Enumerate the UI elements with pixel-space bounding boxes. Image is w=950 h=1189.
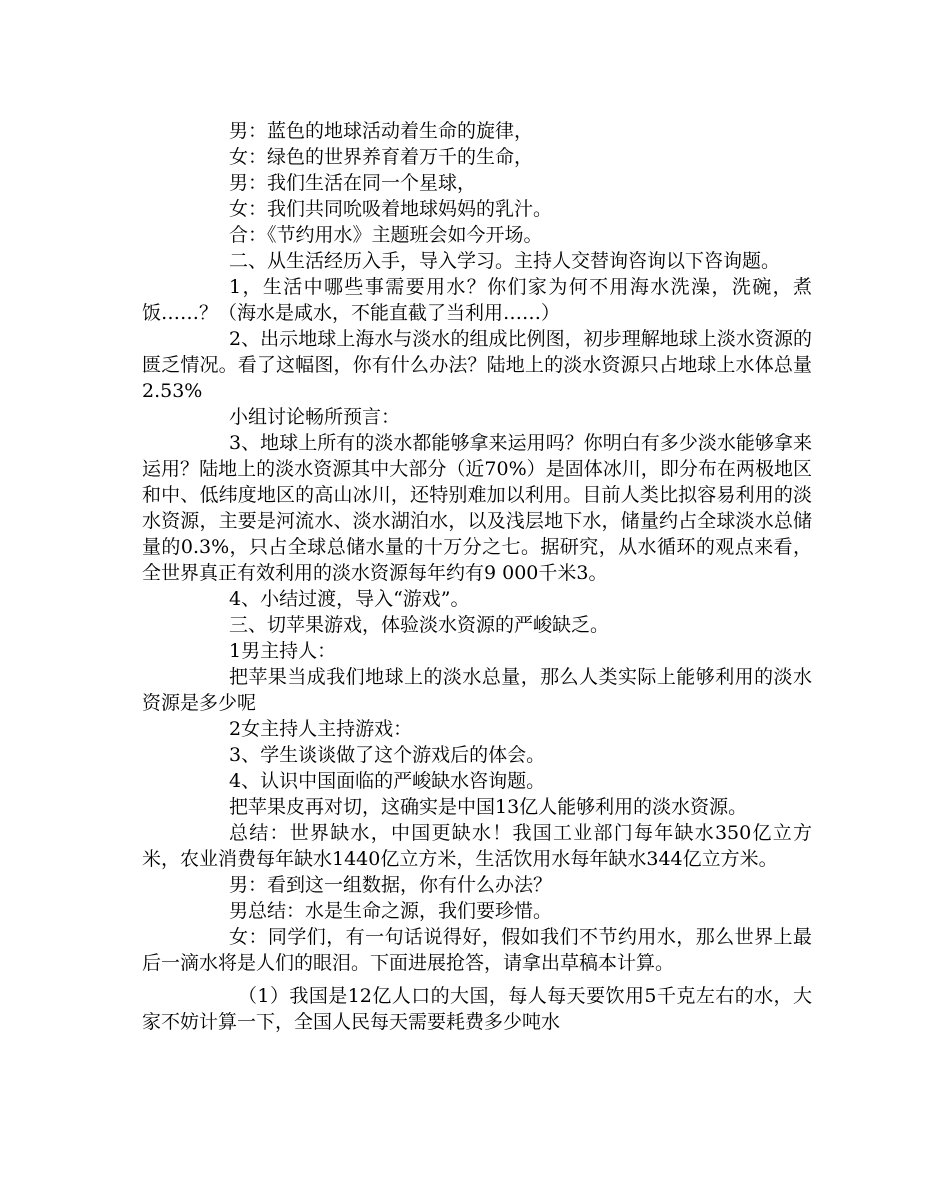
paragraph: 3、地球上所有的淡水都能够拿来运用吗？你明白有多少淡水能够拿来运用？陆地上的淡水资源其中大部分（近70%）是固体冰川，即分布在两极地区和中、低纬度地区的高山冰川，还特别难加以利用。目前人类比拟容易利用的淡水资源，主要是河流水、淡水湖泊水，以及浅层地下水，储量约占全球淡水总储量的0.3%，只占全球总储水量的十万分之七。据研究，从水循环的观点来看，全世界真正有效利用的淡水资源每年约有9 000千米3。 (142, 432, 812, 584)
paragraph: （1）我国是12亿人口的大国，每人每天要饮用5千克左右的水，大家不妨计算一下，全国人民每天需要耗费多少吨水 (142, 985, 812, 1033)
paragraph: 女：我们共同吮吸着地球妈妈的乳汁。 (229, 198, 553, 220)
paragraph: 小组讨论畅所预言： (229, 406, 401, 428)
paragraph: 把苹果皮再对切，这确实是中国13亿人能够利用的淡水资源。 (229, 796, 748, 818)
paragraph: 男：我们生活在同一个星球， (229, 172, 477, 194)
paragraph: 男：看到这一组数据，你有什么办法？ (229, 874, 553, 896)
paragraph: 2女主持人主持游戏： (229, 718, 413, 740)
section-heading: 三、切苹果游戏，体验淡水资源的严峻缺乏。 (229, 614, 610, 636)
paragraph: 4、小结过渡，导入“游戏”。 (229, 588, 470, 610)
section-heading: 二、从生活经历入手，导入学习。主持人交替询咨询以下咨询题。 (229, 250, 781, 272)
paragraph: 把苹果当成我们地球上的淡水总量，那么人类实际上能够利用的淡水资源是多少呢 (142, 666, 812, 714)
paragraph: 男：蓝色的地球活动着生命的旋律， (229, 120, 534, 142)
paragraph: 4、认识中国面临的严峻缺水咨询题。 (229, 770, 546, 792)
paragraph: 1，生活中哪些事需要用水？你们家为何不用海水洗澡，洗碗，煮饭……？（海水是咸水，不能直截了当利用……） (142, 276, 812, 324)
paragraph: 男总结：水是生命之源，我们要珍惜。 (229, 900, 553, 922)
paragraph: 1男主持人： (229, 640, 337, 662)
paragraph: 合：《节约用水》主题班会如今开场。 (229, 224, 543, 246)
paragraph: 女：绿色的世界养育着万千的生命， (229, 146, 534, 168)
paragraph: 总结：世界缺水，中国更缺水！我国工业部门每年缺水350亿立方米，农业消费每年缺水1440亿立方米，生活饮用水每年缺水344亿立方米。 (142, 822, 812, 870)
paragraph: 3、学生谈谈做了这个游戏后的体会。 (229, 744, 546, 766)
paragraph: 女：同学们，有一句话说得好，假如我们不节约用水，那么世界上最后一滴水将是人们的眼泪。下面进展抢答，请拿出草稿本计算。 (142, 926, 812, 974)
paragraph: 2、出示地球上海水与淡水的组成比例图，初步理解地球上淡水资源的匮乏情况。看了这幅图，你有什么办法？陆地上的淡水资源只占地球上水体总量2.53% (142, 328, 812, 402)
document-page (142, 118, 812, 1035)
